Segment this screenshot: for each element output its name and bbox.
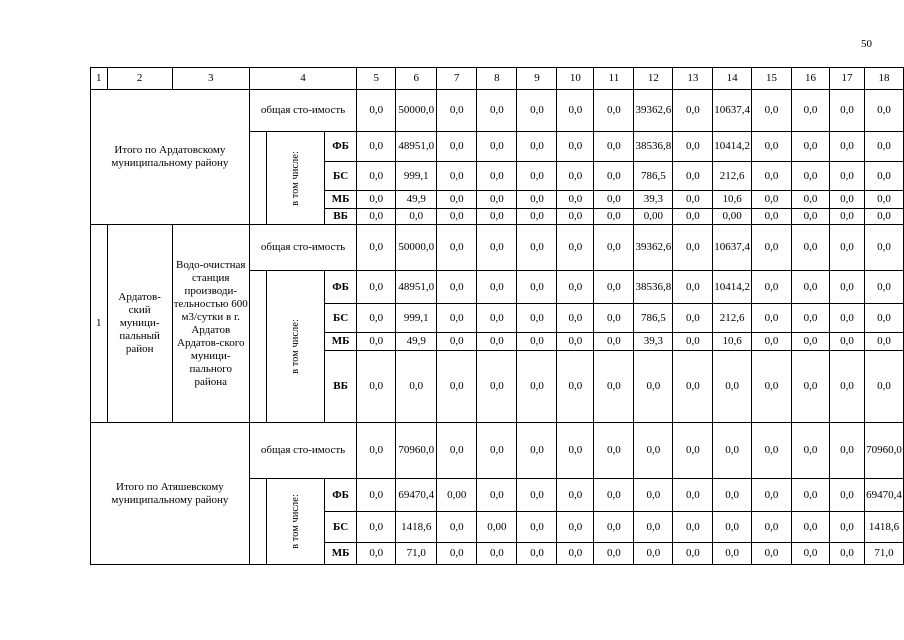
value-cell: 39362,6 <box>634 90 673 132</box>
value-cell: 0,0 <box>357 132 396 162</box>
value-cell: 0,0 <box>829 351 864 423</box>
value-cell: 0,0 <box>517 191 557 209</box>
value-cell: 10414,2 <box>713 271 752 304</box>
value-cell: 0,0 <box>865 225 904 271</box>
value-cell: 0,0 <box>357 479 396 512</box>
incl-label-cell <box>267 479 325 565</box>
total-row <box>91 90 904 132</box>
value-cell: 0,0 <box>673 162 713 191</box>
value-cell: 49,9 <box>396 333 437 351</box>
header-cell: 10 <box>557 68 594 90</box>
value-cell: 0,0 <box>357 333 396 351</box>
value-cell: 0,0 <box>752 209 792 225</box>
value-cell: 0,0 <box>713 543 752 565</box>
value-cell: 0,0 <box>752 351 792 423</box>
value-cell: 0,0 <box>594 162 634 191</box>
value-cell: 0,0 <box>437 90 477 132</box>
value-cell: 0,0 <box>594 191 634 209</box>
value-cell: 0,0 <box>357 543 396 565</box>
value-cell: 0,00 <box>713 209 752 225</box>
header-cell: 8 <box>477 68 517 90</box>
value-cell: 0,0 <box>829 90 864 132</box>
district-name: Ардатов-ский муници-пальный район <box>107 225 172 423</box>
value-cell: 0,0 <box>517 209 557 225</box>
value-cell: 0,0 <box>437 333 477 351</box>
value-cell: 0,0 <box>557 512 594 543</box>
value-cell: 0,0 <box>634 543 673 565</box>
total-row <box>91 423 904 479</box>
value-cell: 0,0 <box>594 543 634 565</box>
value-cell: 0,0 <box>517 479 557 512</box>
value-cell: 50000,0 <box>396 90 437 132</box>
value-cell: 0,0 <box>477 543 517 565</box>
value-cell: 0,0 <box>557 225 594 271</box>
value-cell: 0,0 <box>437 191 477 209</box>
value-cell: 69470,4 <box>396 479 437 512</box>
value-cell: 71,0 <box>396 543 437 565</box>
value-cell: 0,0 <box>557 351 594 423</box>
header-cell: 7 <box>437 68 477 90</box>
fund-label: БС <box>324 162 356 191</box>
value-cell: 0,0 <box>357 512 396 543</box>
value-cell: 0,0 <box>752 333 792 351</box>
value-cell: 70960,0 <box>396 423 437 479</box>
fund-label: ВБ <box>324 209 356 225</box>
total-row <box>91 225 904 271</box>
value-cell: 999,1 <box>396 304 437 333</box>
incl-label: в том числе: <box>289 319 301 374</box>
value-cell: 0,0 <box>594 132 634 162</box>
value-cell: 0,0 <box>517 333 557 351</box>
value-cell: 0,0 <box>357 225 396 271</box>
incl-label: в том числе: <box>289 494 301 549</box>
value-cell: 0,0 <box>357 423 396 479</box>
value-cell: 0,0 <box>634 423 673 479</box>
value-cell: 0,0 <box>437 162 477 191</box>
incl-label: в том числе: <box>289 150 301 206</box>
row-number: 1 <box>91 225 108 423</box>
value-cell: 0,0 <box>752 271 792 304</box>
value-cell: 0,0 <box>517 132 557 162</box>
investment-table <box>90 67 904 565</box>
value-cell: 0,0 <box>517 162 557 191</box>
value-cell: 0,0 <box>752 512 792 543</box>
value-cell: 48951,0 <box>396 132 437 162</box>
value-cell: 50000,0 <box>396 225 437 271</box>
value-cell: 10414,2 <box>713 132 752 162</box>
value-cell: 0,0 <box>865 191 904 209</box>
value-cell: 0,0 <box>752 304 792 333</box>
value-cell: 0,0 <box>865 351 904 423</box>
value-cell: 0,0 <box>634 512 673 543</box>
value-cell: 0,0 <box>594 333 634 351</box>
value-cell: 0,0 <box>791 225 829 271</box>
value-cell: 0,0 <box>865 132 904 162</box>
fund-label: МБ <box>324 333 356 351</box>
value-cell: 0,0 <box>673 132 713 162</box>
value-cell: 0,0 <box>752 543 792 565</box>
value-cell: 0,0 <box>673 225 713 271</box>
value-cell: 0,0 <box>752 191 792 209</box>
value-cell: 0,0 <box>594 90 634 132</box>
value-cell: 0,0 <box>865 90 904 132</box>
value-cell: 0,0 <box>594 271 634 304</box>
total-label: общая сто-имость <box>249 225 357 271</box>
value-cell: 10637,4 <box>713 225 752 271</box>
value-cell: 0,0 <box>557 423 594 479</box>
value-cell: 0,0 <box>713 512 752 543</box>
value-cell: 10,6 <box>713 191 752 209</box>
header-cell: 2 <box>107 68 172 90</box>
value-cell: 0,0 <box>752 225 792 271</box>
value-cell: 0,0 <box>357 209 396 225</box>
header-cell: 15 <box>752 68 792 90</box>
value-cell: 0,0 <box>437 423 477 479</box>
value-cell: 0,0 <box>791 90 829 132</box>
value-cell: 0,0 <box>673 423 713 479</box>
incl-label-cell <box>267 271 325 423</box>
fund-label: ФБ <box>324 271 356 304</box>
fund-label: БС <box>324 304 356 333</box>
header-cell: 14 <box>713 68 752 90</box>
value-cell: 999,1 <box>396 162 437 191</box>
value-cell: 10,6 <box>713 333 752 351</box>
header-cell: 5 <box>357 68 396 90</box>
value-cell: 0,0 <box>477 132 517 162</box>
header-cell: 4 <box>249 68 357 90</box>
value-cell: 786,5 <box>634 304 673 333</box>
value-cell: 0,0 <box>673 271 713 304</box>
value-cell: 70960,0 <box>865 423 904 479</box>
section-title: Итого по Ардатовскому муниципальному району <box>91 90 250 225</box>
value-cell: 0,0 <box>829 271 864 304</box>
value-cell: 0,0 <box>673 333 713 351</box>
value-cell: 0,0 <box>477 479 517 512</box>
header-cell: 6 <box>396 68 437 90</box>
value-cell: 0,0 <box>477 209 517 225</box>
value-cell: 0,0 <box>357 351 396 423</box>
value-cell: 0,0 <box>477 351 517 423</box>
value-cell: 0,0 <box>594 351 634 423</box>
value-cell: 0,0 <box>752 90 792 132</box>
value-cell: 0,0 <box>517 271 557 304</box>
value-cell: 0,0 <box>791 479 829 512</box>
value-cell: 0,0 <box>517 225 557 271</box>
value-cell: 0,0 <box>634 351 673 423</box>
value-cell: 0,0 <box>477 304 517 333</box>
value-cell: 0,0 <box>865 333 904 351</box>
value-cell: 0,0 <box>594 512 634 543</box>
value-cell: 0,0 <box>557 191 594 209</box>
value-cell: 212,6 <box>713 304 752 333</box>
value-cell: 69470,4 <box>865 479 904 512</box>
fund-label: ФБ <box>324 132 356 162</box>
header-cell: 11 <box>594 68 634 90</box>
value-cell: 0,0 <box>673 512 713 543</box>
value-cell: 0,0 <box>673 191 713 209</box>
value-cell: 0,0 <box>477 162 517 191</box>
value-cell: 0,00 <box>634 209 673 225</box>
value-cell: 0,00 <box>477 512 517 543</box>
value-cell: 39,3 <box>634 333 673 351</box>
value-cell: 0,0 <box>829 543 864 565</box>
header-cell: 9 <box>517 68 557 90</box>
value-cell: 0,0 <box>752 162 792 191</box>
value-cell: 0,0 <box>437 543 477 565</box>
value-cell: 0,0 <box>713 479 752 512</box>
value-cell: 0,0 <box>594 479 634 512</box>
spacer-cell <box>249 271 266 423</box>
total-label: общая сто-имость <box>249 90 357 132</box>
value-cell: 0,0 <box>517 423 557 479</box>
value-cell: 0,0 <box>829 479 864 512</box>
value-cell: 0,0 <box>594 304 634 333</box>
value-cell: 0,0 <box>437 304 477 333</box>
value-cell: 0,0 <box>673 479 713 512</box>
value-cell: 0,0 <box>791 132 829 162</box>
value-cell: 0,0 <box>357 304 396 333</box>
value-cell: 1418,6 <box>396 512 437 543</box>
fund-label: ФБ <box>324 479 356 512</box>
page-number: 50 <box>861 38 872 50</box>
value-cell: 0,0 <box>557 271 594 304</box>
section-title: Итого по Атяшевскому муниципальному району <box>91 423 250 565</box>
value-cell: 0,0 <box>829 191 864 209</box>
header-cell: 18 <box>865 68 904 90</box>
value-cell: 0,0 <box>437 225 477 271</box>
value-cell: 0,0 <box>517 512 557 543</box>
value-cell: 0,0 <box>557 543 594 565</box>
total-label: общая сто-имость <box>249 423 357 479</box>
value-cell: 71,0 <box>865 543 904 565</box>
value-cell: 786,5 <box>634 162 673 191</box>
value-cell: 0,0 <box>477 333 517 351</box>
fund-label: МБ <box>324 543 356 565</box>
value-cell: 0,0 <box>791 162 829 191</box>
value-cell: 0,0 <box>673 543 713 565</box>
value-cell: 0,0 <box>829 162 864 191</box>
header-cell: 13 <box>673 68 713 90</box>
value-cell: 0,0 <box>791 333 829 351</box>
value-cell: 0,0 <box>752 423 792 479</box>
value-cell: 0,0 <box>865 271 904 304</box>
value-cell: 0,0 <box>673 90 713 132</box>
value-cell: 0,0 <box>829 423 864 479</box>
value-cell: 0,0 <box>791 512 829 543</box>
value-cell: 1418,6 <box>865 512 904 543</box>
value-cell: 0,0 <box>829 209 864 225</box>
value-cell: 0,0 <box>396 351 437 423</box>
value-cell: 0,0 <box>357 90 396 132</box>
value-cell: 0,0 <box>673 351 713 423</box>
value-cell: 0,0 <box>829 512 864 543</box>
spacer-cell <box>249 132 266 225</box>
value-cell: 48951,0 <box>396 271 437 304</box>
value-cell: 0,0 <box>357 162 396 191</box>
incl-label-cell <box>267 132 325 225</box>
value-cell: 49,9 <box>396 191 437 209</box>
value-cell: 0,0 <box>829 132 864 162</box>
value-cell: 0,0 <box>865 209 904 225</box>
value-cell: 0,0 <box>791 304 829 333</box>
value-cell: 0,0 <box>865 304 904 333</box>
value-cell: 0,0 <box>673 209 713 225</box>
header-cell: 16 <box>791 68 829 90</box>
value-cell: 0,0 <box>557 479 594 512</box>
value-cell: 0,0 <box>517 90 557 132</box>
header-row <box>91 68 904 90</box>
value-cell: 0,0 <box>594 423 634 479</box>
value-cell: 0,0 <box>752 479 792 512</box>
value-cell: 0,0 <box>791 351 829 423</box>
value-cell: 0,0 <box>557 304 594 333</box>
value-cell: 38536,8 <box>634 132 673 162</box>
value-cell: 0,0 <box>829 225 864 271</box>
value-cell: 0,0 <box>791 209 829 225</box>
value-cell: 0,0 <box>357 191 396 209</box>
value-cell: 0,0 <box>594 225 634 271</box>
value-cell: 0,0 <box>357 271 396 304</box>
header-cell: 3 <box>172 68 249 90</box>
value-cell: 0,0 <box>437 209 477 225</box>
value-cell: 0,0 <box>557 333 594 351</box>
fund-label: МБ <box>324 191 356 209</box>
value-cell: 0,0 <box>477 423 517 479</box>
value-cell: 0,0 <box>437 132 477 162</box>
value-cell: 39362,6 <box>634 225 673 271</box>
value-cell: 0,0 <box>477 225 517 271</box>
value-cell: 0,0 <box>829 304 864 333</box>
value-cell: 0,0 <box>477 90 517 132</box>
value-cell: 0,0 <box>791 543 829 565</box>
value-cell: 212,6 <box>713 162 752 191</box>
value-cell: 0,0 <box>791 423 829 479</box>
value-cell: 0,0 <box>791 271 829 304</box>
header-cell: 12 <box>634 68 673 90</box>
value-cell: 10637,4 <box>713 90 752 132</box>
value-cell: 0,0 <box>634 479 673 512</box>
fund-label: ВБ <box>324 351 356 423</box>
value-cell: 38536,8 <box>634 271 673 304</box>
value-cell: 0,0 <box>557 162 594 191</box>
value-cell: 0,0 <box>557 132 594 162</box>
value-cell: 0,0 <box>477 191 517 209</box>
header-cell: 17 <box>829 68 864 90</box>
value-cell: 0,0 <box>829 333 864 351</box>
value-cell: 0,0 <box>517 351 557 423</box>
value-cell: 0,0 <box>752 132 792 162</box>
value-cell: 0,0 <box>437 351 477 423</box>
value-cell: 0,0 <box>713 423 752 479</box>
value-cell: 0,0 <box>557 90 594 132</box>
value-cell: 0,0 <box>437 271 477 304</box>
value-cell: 39,3 <box>634 191 673 209</box>
value-cell: 0,0 <box>477 271 517 304</box>
spacer-cell <box>249 479 266 565</box>
value-cell: 0,0 <box>594 209 634 225</box>
header-cell: 1 <box>91 68 108 90</box>
object-name: Водо-очистная станция производи-тельностью 600 м3/сутки в г. Ардатов Ардатов-ского муници-пального района <box>172 225 249 423</box>
value-cell: 0,00 <box>437 479 477 512</box>
value-cell: 0,0 <box>396 209 437 225</box>
value-cell: 0,0 <box>673 304 713 333</box>
fund-label: БС <box>324 512 356 543</box>
value-cell: 0,0 <box>865 162 904 191</box>
value-cell: 0,0 <box>517 543 557 565</box>
value-cell: 0,0 <box>557 209 594 225</box>
value-cell: 0,0 <box>437 512 477 543</box>
value-cell: 0,0 <box>713 351 752 423</box>
value-cell: 0,0 <box>791 191 829 209</box>
value-cell: 0,0 <box>517 304 557 333</box>
